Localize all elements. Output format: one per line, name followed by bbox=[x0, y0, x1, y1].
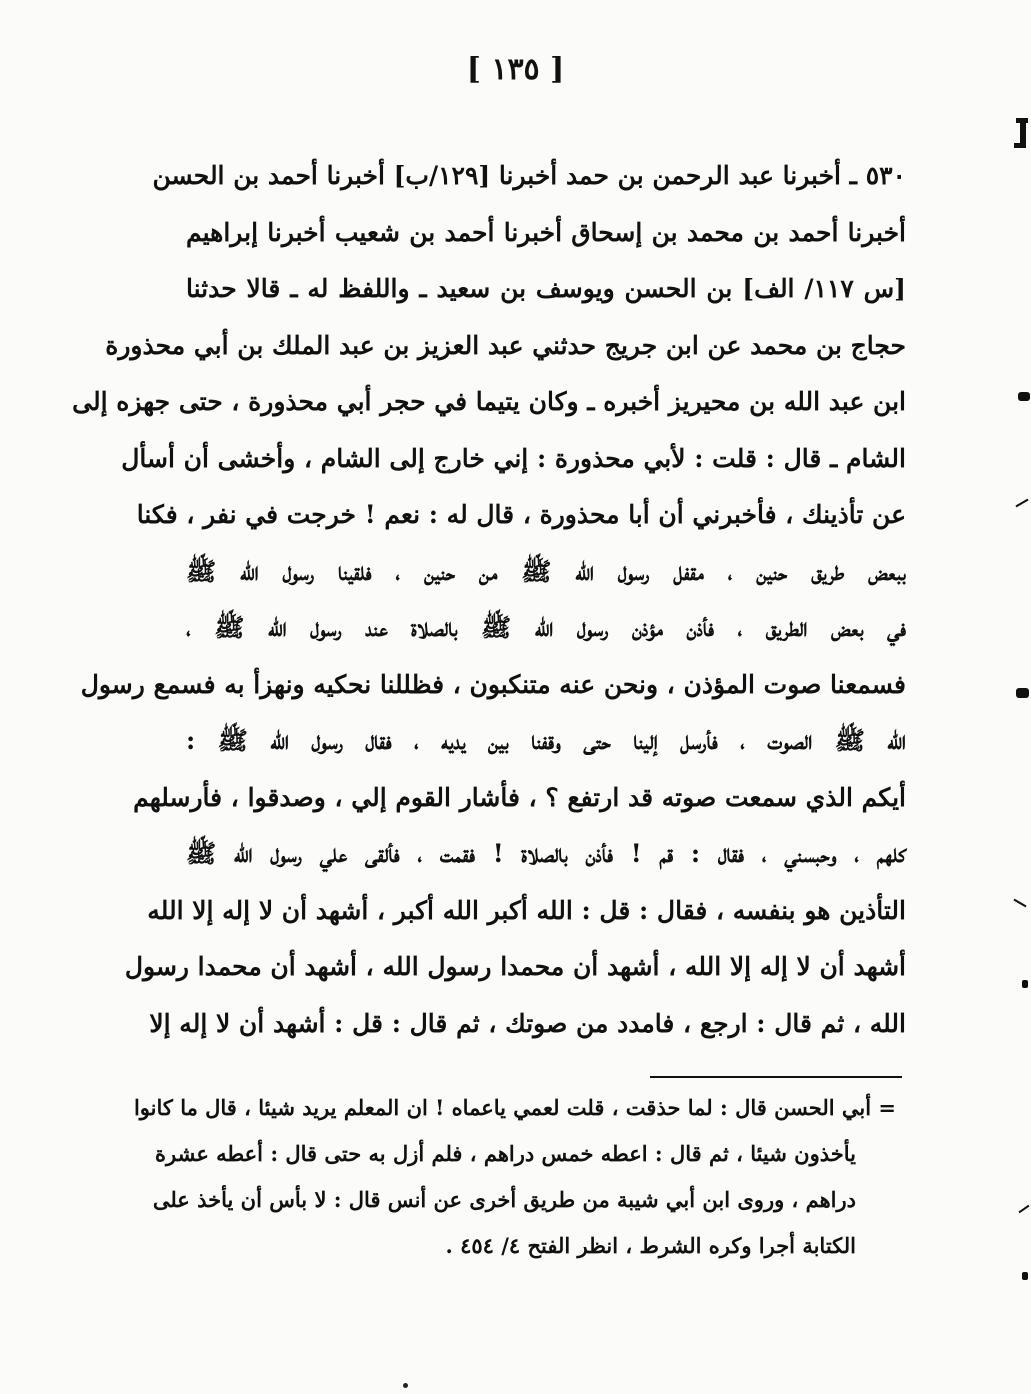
scan-mark bbox=[1019, 1205, 1030, 1214]
text-line: أيكم الذي سمعت صوته قد ارتفع ؟ ، فأشار القوم إلي ، وصدقوا ، فأرسلهم bbox=[133, 782, 906, 812]
text-line: الله ﷺ الصوت ، فأرسل إلينا حتى وقفنا بين يديه ، فقال رسول الله ﷺ : bbox=[186, 726, 906, 755]
text-line: أخبرنا أحمد بن محمد بن إسحاق أخبرنا أحمد بن شعيب أخبرنا إبراهيم bbox=[186, 217, 906, 247]
text-line: عن تأذينك ، فأخبرني أن أبا محذورة ، قال له : نعم ! خرجت في نفر ، فكنا bbox=[136, 500, 906, 529]
hadith-text-block bbox=[72, 148, 906, 1052]
text-line: ابن عبد الله بن محيريز أخبره ـ وكان يتيما في حجر أبي محذورة ، حتى جهزه إلى bbox=[72, 387, 906, 416]
page-number: [ ١٣٥ ] bbox=[466, 52, 565, 87]
scan-mark bbox=[1022, 980, 1028, 988]
text-line: فسمعنا صوت المؤذن ، ونحن عنه متنكبون ، فظللنا نحكيه ونهزأ به فسمع رسول bbox=[80, 669, 906, 699]
text-line: التأذين هو بنفسه ، فقال : قل : الله أكبر الله أكبر ، أشهد أن لا إله إلا الله bbox=[147, 895, 906, 925]
text-line: الله ، ثم قال : ارجع ، فامدد من صوتك ، ثم قال : قل : أشهد أن لا إله إلا bbox=[149, 1008, 906, 1038]
footnote-block bbox=[133, 1085, 896, 1269]
scan-mark bbox=[1013, 899, 1026, 908]
footnote-divider bbox=[650, 1076, 902, 1078]
text-line: أشهد أن لا إله إلا الله ، أشهد أن محمدا رسول الله ، أشهد أن محمدا رسول bbox=[124, 952, 906, 981]
scan-mark bbox=[1016, 688, 1029, 698]
scan-mark bbox=[1018, 392, 1030, 401]
text-line: كلهم ، وحبسني ، فقال : قم ! فأذن بالصلاة ! فقمت ، فألقى علي رسول الله ﷺ bbox=[186, 839, 906, 868]
footnote-line: الكتابة أجرا وكره الشرط ، انظر الفتح ٤/ ٤٥٤ . bbox=[445, 1233, 856, 1258]
footnote-line: يأخذون شيئا ، ثم قال : اعطه خمس دراهم ، فلم أزل به حتى قال : أعطه عشرة bbox=[155, 1141, 856, 1166]
text-line: حجاج بن محمد عن ابن جريج حدثني عبد العزيز بن عبد الملك بن أبي محذورة bbox=[105, 330, 906, 360]
text-line: في بعض الطريق ، فأذن مؤذن رسول الله ﷺ بالصلاة عند رسول الله ﷺ ، bbox=[186, 613, 906, 642]
scan-dot bbox=[403, 1383, 408, 1388]
scan-mark bbox=[1022, 1272, 1028, 1280]
text-line: ٥٣٠ ـ أخبرنا عبد الرحمن بن حمد أخبرنا [١٢٩/ب] أخبرنا أحمد بن الحسن bbox=[152, 161, 906, 190]
text-line: ببعض طريق حنين ، مقفل رسول الله ﷺ من حنين ، فلقينا رسول الله ﷺ bbox=[186, 556, 906, 586]
footnote-line: = أبي الحسن قال : لما حذقت ، قلت لعمي ياعماه ! ان المعلم يريد شيئا ، قال ما كانوا bbox=[133, 1095, 896, 1120]
scan-mark bbox=[1015, 499, 1028, 508]
scan-mark-bracket bbox=[1014, 143, 1026, 148]
text-line: [س ١١٧/ الف] بن الحسن ويوسف بن سعيد ـ واللفظ له ـ قالا حدثنا bbox=[186, 274, 906, 303]
footnote-line: دراهم ، وروى ابن أبي شيبة من طريق أخرى عن أنس قال : لا بأس أن يأخذ على bbox=[152, 1187, 856, 1212]
text-line: الشام ـ قال : قلت : لأبي محذورة : إني خارج إلى الشام ، وأخشى أن أسأل bbox=[121, 443, 906, 473]
